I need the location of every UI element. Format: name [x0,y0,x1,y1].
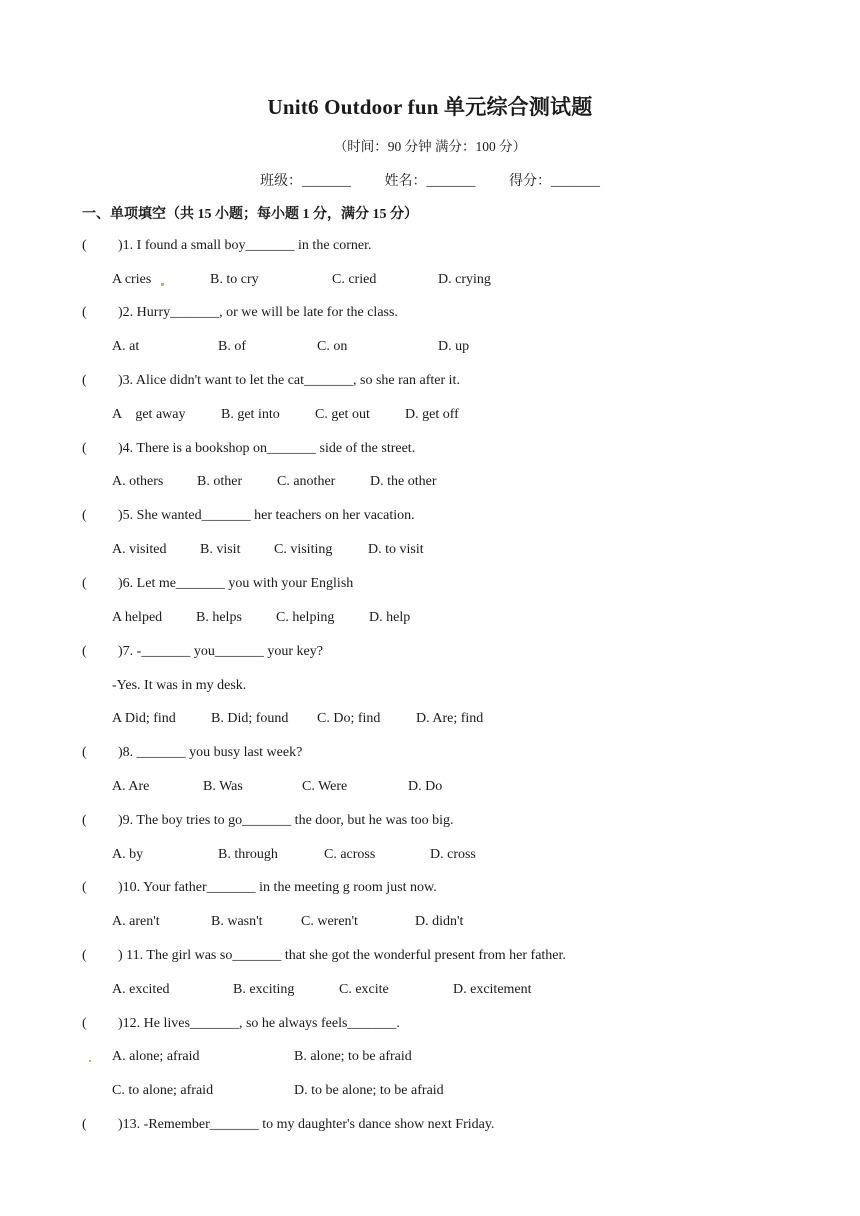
option-a: A Did; find [112,711,176,726]
question-text: 6. Let me_______ you with your English [122,576,354,591]
question-4-options [112,474,732,494]
option-c: C. across [324,847,376,862]
question-text: 13. -Remember_______ to my daughter's dance show next Friday. [122,1117,495,1132]
question-1: ( )1. I found a small boy_______ in the corner. [82,238,372,253]
question-text: 3. Alice didn't want to let the cat_______, so she ran after it. [122,373,460,388]
question-text: 4. There is a bookshop on_______ side of the street. [122,441,416,456]
question-7-options [112,711,732,731]
question-text: 1. I found a small boy_______ in the corner. [122,238,372,253]
option-d: D. help [369,610,411,625]
option-c: C. cried [332,272,377,287]
question-5: ( )5. She wanted_______ her teachers on her vacation. [82,508,415,523]
question-5-options [112,542,732,562]
option-d: D. cross [430,847,476,862]
option-a: A. others [112,474,164,489]
question-8: ( )8. _______ you busy last week? [82,745,303,760]
question-10: ( )10. Your father_______ in the meeting g room just now. [82,880,437,895]
page-title: Unit6 Outdoor fun 单元综合测试题 [267,95,593,119]
option-b: B. helps [196,610,242,625]
option-c: C. get out [315,407,370,422]
option-a: A. aren't [112,914,160,929]
option-b: B. Was [203,779,243,794]
option-a: A. alone; afraid [112,1049,200,1064]
option-a: A. visited [112,542,167,557]
option-d: D. to visit [368,542,424,557]
option-d: D. to be alone; to be afraid [294,1083,444,1098]
section-heading: 一、单项填空（共 15 小题；每小题 1 分，满分 15 分） [82,207,418,222]
option-c: C. another [277,474,336,489]
option-c: C. to alone; afraid [112,1083,214,1098]
question-1-options [112,272,732,292]
question-text: 7. -_______ you_______ your key? [122,644,323,659]
option-b: B. visit [200,542,241,557]
question-4: ( )4. There is a bookshop on_______ side of the street. [82,441,416,456]
option-c: C. Do; find [317,711,381,726]
question-8-options [112,779,732,799]
question-6: ( )6. Let me_______ you with your English [82,576,354,591]
option-b: B. of [218,339,246,354]
option-b: B. other [197,474,243,489]
option-b: B. wasn't [211,914,263,929]
question-text: 11. The girl was so_______ that she got the wonderful present from her father. [122,948,566,963]
question-2-options [112,339,732,359]
question-13: ( )13. -Remember_______ to my daughter's dance show next Friday. [82,1117,495,1132]
option-a: A. at [112,339,140,354]
option-c: C. on [317,339,348,354]
question-9: ( )9. The boy tries to go_______ the door, but he was too big. [82,813,454,828]
student-info-line [0,170,860,190]
option-a: A cries [112,272,152,287]
option-c: C. helping [276,610,335,625]
stray-mark [89,1060,91,1062]
option-b: B. Did; found [211,711,289,726]
question-text: 8. _______ you busy last week? [122,745,303,760]
question-12-options-row2 [112,1083,732,1103]
option-b: B. alone; to be afraid [294,1049,412,1064]
question-2: ( )2. Hurry_______, or we will be late for the class. [82,305,398,320]
name-field: 姓名：_______ [384,174,476,189]
option-c: C. excite [339,982,389,997]
exam-time-score: （时间：90 分钟 满分：100 分） [333,139,527,154]
question-6-options [112,610,732,630]
option-d: D. Do [408,779,443,794]
option-d: D. excitement [453,982,532,997]
option-a: A. by [112,847,144,862]
option-d: D. up [438,339,470,354]
option-c: C. visiting [274,542,333,557]
option-a: A. excited [112,982,170,997]
question-12: ( )12. He lives_______, so he always feels_______. [82,1016,400,1031]
question-7-reply: -Yes. It was in my desk. [112,678,247,693]
question-text: 10. Your father_______ in the meeting g room just now. [122,880,437,895]
score-field: 得分：_______ [509,174,600,189]
question-3: ( )3. Alice didn't want to let the cat_______, so she ran after it. [82,373,460,388]
option-b: B. through [218,847,278,862]
option-d: D. get off [405,407,459,422]
option-a: A. Are [112,779,150,794]
option-a: A get away [112,407,186,422]
question-text: 9. The boy tries to go_______ the door, but he was too big. [122,813,454,828]
option-b: B. exciting [233,982,295,997]
question-text: 2. Hurry_______, or we will be late for the class. [122,305,398,320]
option-d: D. the other [370,474,437,489]
option-d: D. crying [438,272,491,287]
option-b: B. get into [221,407,280,422]
question-3-options [112,407,732,427]
option-c: C. weren't [301,914,358,929]
class-field: 班级：_______ [260,174,351,189]
question-11-options [112,982,732,1002]
question-7: ( )7. -_______ you_______ your key? [82,644,323,659]
question-text: 5. She wanted_______ her teachers on her vacation. [122,508,415,523]
option-d: D. Are; find [416,711,484,726]
option-d: D. didn't [415,914,464,929]
question-12-options-row1 [112,1049,732,1069]
question-10-options [112,914,732,934]
option-a: A helped [112,610,163,625]
question-11: ( ) 11. The girl was so_______ that she got the wonderful present from her father. [82,948,566,963]
option-b: B. to cry [210,272,259,287]
question-9-options [112,847,732,867]
option-c: C. Were [302,779,348,794]
stray-mark [161,283,164,286]
question-text: 12. He lives_______, so he always feels_______. [122,1016,400,1031]
